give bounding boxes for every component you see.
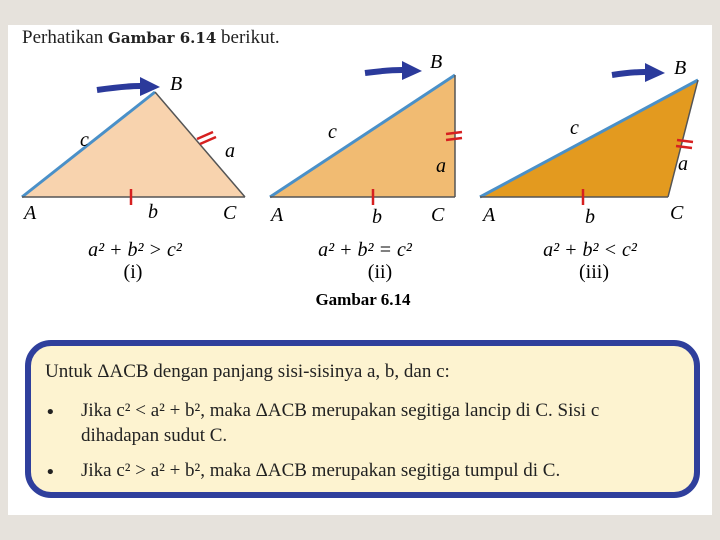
triangle-i-vertex-A: A: [24, 202, 37, 224]
triangle-ii: [269, 51, 462, 283]
triangle-i-tick-a: [197, 132, 216, 144]
triangle-ii-label: (ii): [367, 261, 393, 283]
triangle-ii-vertex-A: A: [271, 204, 284, 226]
triangle-ii-vertex-B: B: [430, 51, 443, 73]
rule-box: [25, 340, 700, 498]
arrow-icon: [97, 77, 160, 96]
triangle-iii-vertex-B: B: [674, 57, 687, 79]
triangle-iii-label: (iii): [579, 261, 609, 283]
rule-bullet-1-line-1: Jika c² < a² + b², maka ΔACB merupakan segitiga lancip di C. Sisi c: [81, 400, 600, 421]
triangle-ii-side-a-label: a: [436, 155, 446, 177]
bullet-icon: •: [45, 402, 56, 423]
triangle-i-side-c-label: c: [80, 129, 89, 151]
triangle-iii-vertex-C: C: [670, 202, 684, 224]
triangle-iii-relation: a² + b² < c²: [543, 239, 637, 261]
triangle-ii-relation: a² + b² = c²: [318, 239, 412, 261]
intro-figure-ref: Gambar 6.14: [108, 29, 217, 47]
triangle-i-side-a-label: a: [225, 140, 235, 162]
triangle-i-relation: a² + b² > c²: [88, 239, 182, 261]
bullet-icon: •: [45, 462, 56, 483]
triangle-i-side-b-label: b: [148, 201, 158, 223]
triangle-i: [22, 73, 245, 283]
rule-box-title: Untuk ΔACB dengan panjang sisi-sisinya a, b, dan c:: [45, 361, 450, 382]
triangle-iii: [480, 57, 698, 283]
arrow-icon: [612, 63, 665, 82]
rule-bullet-1-line-2: dihadapan sudut C.: [81, 425, 228, 446]
arrow-icon: [365, 61, 422, 80]
triangle-ii-vertex-C: C: [431, 204, 445, 226]
triangle-i-vertex-C: C: [223, 202, 237, 224]
rule-bullet-2: Jika c² > a² + b², maka ΔACB merupakan segitiga tumpul di C.: [81, 460, 561, 481]
triangle-ii-side-c-label: c: [328, 121, 337, 143]
triangle-iii-side-b-label: b: [585, 206, 595, 228]
intro-tail: berikut.: [221, 27, 280, 48]
triangle-iii-side-a-label: a: [678, 153, 688, 175]
triangle-iii-side-c-label: c: [570, 117, 579, 139]
triangle-i-label: (i): [123, 261, 143, 283]
intro-lead: Perhatikan: [22, 27, 104, 48]
triangle-iii-vertex-A: A: [483, 204, 496, 226]
triangle-i-vertex-B: B: [170, 73, 183, 95]
figure-caption: Gambar 6.14: [315, 290, 411, 309]
triangle-ii-side-b-label: b: [372, 206, 382, 228]
